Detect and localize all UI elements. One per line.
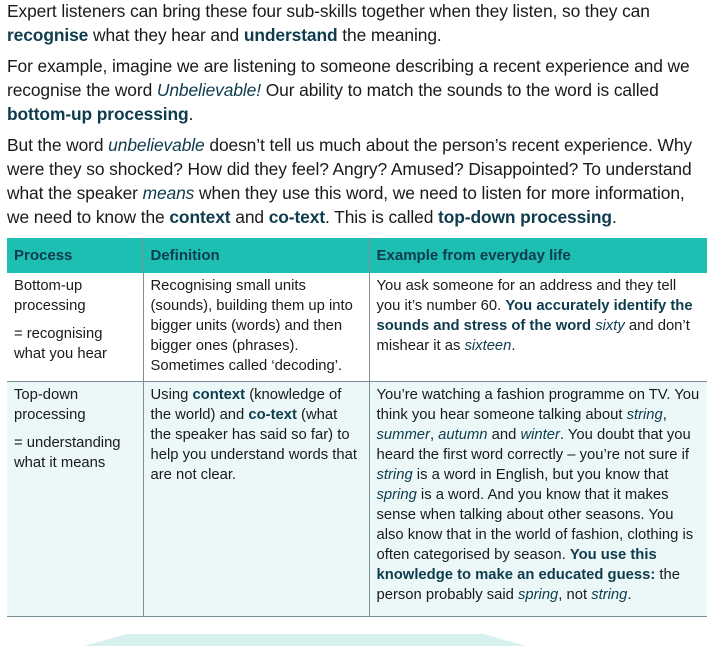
paragraph-example: For example, imagine we are listening to someone describing a recent experience and we recognise the word Unbelievable! Our ability to match the sounds to the word is called bottom-up processing. (7, 56, 690, 124)
cell-example: You ask someone for an address and they tell you it’s number 60. You accurately identify the sounds and stress of the word sixty and don’t mishear it as sixteen. (369, 273, 707, 382)
header-process: Process (7, 238, 143, 273)
table-header-row (7, 238, 707, 273)
cell-example: You’re watching a fashion programme on TV. You think you hear someone talking about string, summer, autumn and winter. You doubt that you heard the first word correctly – you’re not sure if string is a word in English, but you know that spring is a word. And you know that it makes sense when talking about other seasons. You also know that in the world of fashion, clothing is often categorised by season. You use this knowledge to make an educated guess: the person probably said spring, not string. (369, 382, 707, 617)
term-bottom-up-processing: bottom-up processing (7, 104, 189, 124)
cell-definition: Using context (knowledge of the world) and co-text (what the speaker has said so far) to help you understand words that are not clear. (143, 382, 369, 617)
paragraph-intro: Expert listeners can bring these four sub-skills together when they listen, so they can recognise what they hear and understand the meaning. (7, 1, 650, 45)
term-context: context (169, 207, 231, 227)
decorative-shape (70, 634, 540, 646)
word-unbelievable: Unbelievable! (156, 80, 261, 100)
term-co-text: co-text (268, 207, 326, 227)
table-row (7, 273, 707, 382)
header-definition: Definition (143, 238, 369, 273)
term-recognise: recognise (7, 25, 89, 45)
cell-definition: Recognising small units (sounds), building them up into bigger units (words) and then bigger ones (phrases). Sometimes called ‘decoding’. (143, 273, 369, 382)
cell-process: Top-down processing = understanding what it means (7, 382, 143, 617)
paragraph-top-down: But the word unbelievable doesn’t tell us much about the person’s recent experience. Why were they so shocked? How did they feel? Angry? Amused? Disappointed? To understand what the speaker means when they use this word, we need to listen for more information, we need to know the context and co-text. This is called top-down processing. (7, 135, 692, 227)
header-example: Example from everyday life (369, 238, 707, 273)
table-row (7, 382, 707, 617)
term-understand: understand (243, 25, 338, 45)
cell-process: Bottom-up processing = recognising what you hear (7, 273, 143, 382)
processing-table (7, 238, 707, 617)
term-top-down-processing: top-down processing (438, 207, 612, 227)
